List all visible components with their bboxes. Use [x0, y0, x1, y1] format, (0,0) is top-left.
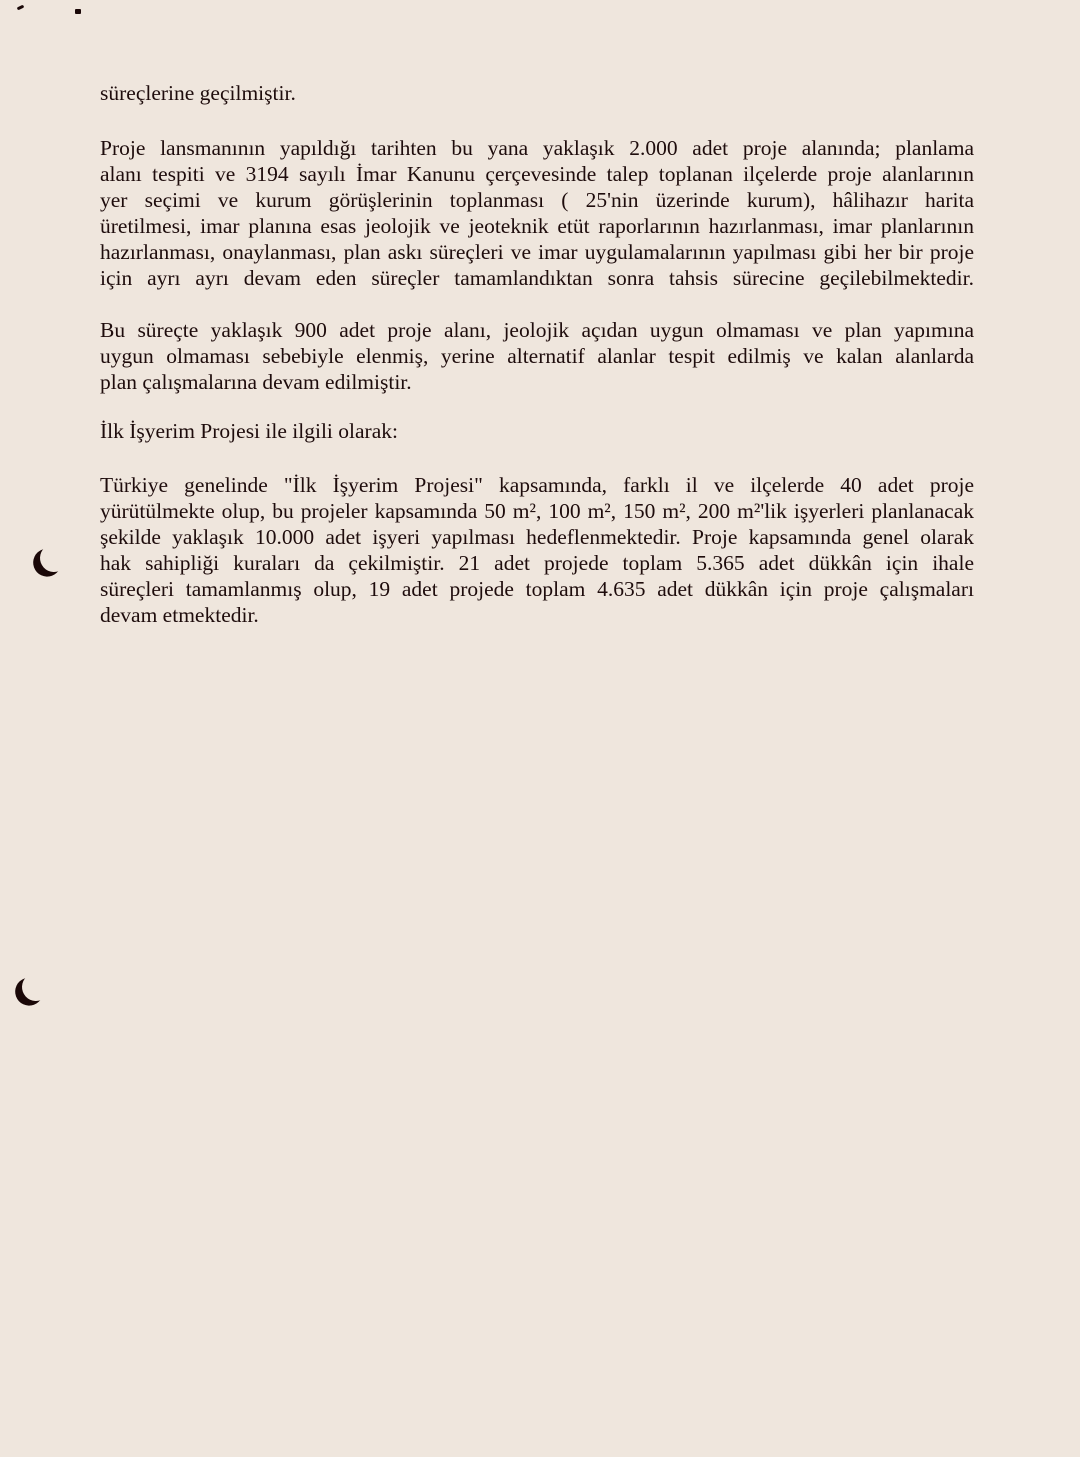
stray-tick-mark-icon	[17, 5, 25, 11]
text-line: Proje lansmanının yapıldığı tarihten bu yana yaklaşık 2.000 adet proje alanında; planlama	[100, 136, 974, 160]
text-line: şekilde yaklaşık 10.000 adet işyeri yapılması hedeflenmektedir. Proje kapsamında genel olarak	[100, 525, 974, 549]
text-line: süreçlerine geçilmiştir.	[100, 81, 296, 105]
text-line: Türkiye genelinde "İlk İşyerim Projesi" kapsamında, farklı il ve ilçelerde 40 adet proje	[100, 473, 974, 497]
paragraph-eliminated-areas	[100, 317, 974, 395]
stray-dot-mark-icon	[75, 9, 81, 14]
text-line: İlk İşyerim Projesi ile ilgili olarak:	[100, 419, 398, 443]
paragraph-project-launch	[100, 135, 974, 291]
crescent-mark-icon	[18, 969, 54, 1005]
text-line: plan çalışmalarına devam edilmiştir.	[100, 370, 412, 394]
text-line: üretilmesi, imar planına esas jeolojik ve jeoteknik etüt raporlarının hazırlanması, imar planlarının	[100, 214, 974, 238]
section-heading-ilk-isyerim	[100, 418, 974, 444]
text-line: alanı tespiti ve 3194 sayılı İmar Kanunu çerçevesinde talep toplanan ilçelerde proje alanlarının	[100, 162, 974, 186]
text-line: Bu süreçte yaklaşık 900 adet proje alanı, jeolojik açıdan uygun olmaması ve plan yapımına	[100, 318, 974, 342]
text-line: hak sahipliği kuraları da çekilmiştir. 21 adet projede toplam 5.365 adet dükkân için ihale	[100, 551, 974, 575]
text-line: yürütülmekte olup, bu projeler kapsamında 50 m², 100 m², 150 m², 200 m²'lik işyerleri planlanacak	[100, 499, 974, 523]
text-line: uygun olmaması sebebiyle elenmiş, yerine alternatif alanlar tespit edilmiş ve kalan alanlarda	[100, 344, 974, 368]
crescent-mark-icon	[36, 540, 72, 576]
text-line: hazırlanması, onaylanması, plan askı süreçleri ve imar uygulamalarının yapılması gibi her bir proje	[100, 240, 974, 264]
text-line: yer seçimi ve kurum görüşlerinin toplanması ( 25'nin üzerinde kurum), hâlihazır harita	[100, 188, 974, 212]
paragraph-continuation	[100, 80, 974, 106]
text-line: süreçleri tamamlanmış olup, 19 adet projede toplam 4.635 adet dükkân için proje çalışmaları	[100, 577, 974, 601]
text-line: için ayrı ayrı devam eden süreçler tamamlandıktan sonra tahsis sürecine geçilebilmektedir.	[100, 266, 974, 290]
paragraph-ilk-isyerim-details	[100, 472, 974, 628]
text-line: devam etmektedir.	[100, 603, 259, 627]
